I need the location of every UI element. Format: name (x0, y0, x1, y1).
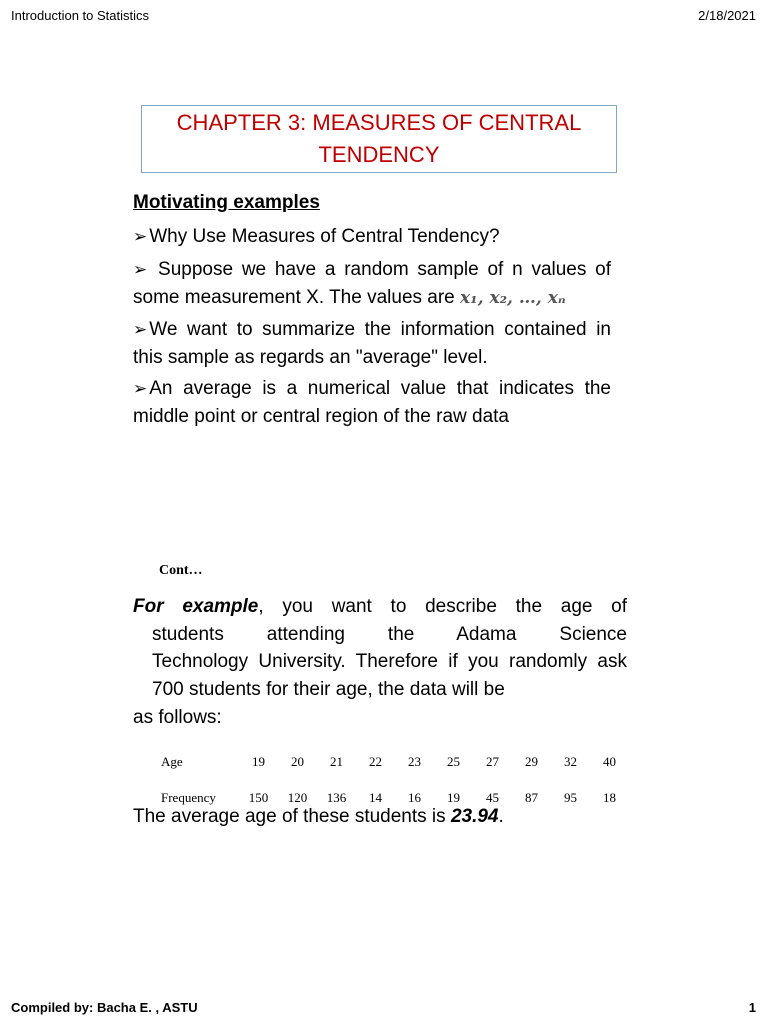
age-cell: 19 (252, 754, 265, 769)
bullet-arrow-icon: ➢ (133, 227, 148, 246)
row-label-frequency: Frequency (161, 790, 216, 805)
age-cell: 20 (291, 754, 304, 769)
chapter-title-box (141, 105, 617, 173)
frequency-cell: 136 (326, 790, 347, 805)
bullet-item (133, 375, 611, 431)
table-row (155, 744, 629, 780)
as-follows-text: as follows: (133, 707, 222, 728)
example-label: For example (133, 596, 259, 617)
bullet-arrow-icon: ➢ (133, 320, 148, 339)
age-cell: 32 (564, 754, 577, 769)
example-text: , you want to describe the age of (258, 596, 628, 617)
frequency-cell: 120 (287, 790, 308, 805)
motivating-heading: Motivating examples (133, 192, 320, 213)
age-cell: 25 (447, 754, 460, 769)
frequency-cell: 95 (564, 790, 577, 805)
frequency-cell: 14 (369, 790, 382, 805)
header-course-title: Introduction to Statistics (11, 8, 150, 23)
header-date: 2/18/2021 (698, 8, 756, 23)
chapter-title: CHAPTER 3: MEASURES OF CENTRAL TENDENCY (176, 110, 582, 167)
age-cell: 22 (369, 754, 382, 769)
bullet-text: An average is a numerical value that indicates the middle point or central region of the raw data (133, 378, 611, 427)
frequency-cell: 16 (408, 790, 421, 805)
bullet-item (133, 316, 611, 372)
bullet-text: Why Use Measures of Central Tendency? (149, 226, 500, 247)
example-paragraph (133, 593, 627, 703)
example-line: Technology University. Therefore if you randomly ask 700 students for their age, the data will be (152, 651, 627, 700)
example-line: students attending the Adama Science (152, 623, 627, 645)
age-cell: 29 (525, 754, 538, 769)
average-end: . (498, 806, 504, 827)
frequency-cell: 45 (486, 790, 499, 805)
sample-values-formula: x₁, x₂, …, xₙ (460, 288, 566, 308)
footer-compiled-by: Compiled by: Bacha E. , ASTU (11, 1000, 198, 1015)
bullet-text: We want to summarize the information contained in this sample as regards an "average" level. (133, 319, 611, 368)
row-label-age: Age (161, 754, 183, 769)
bullet-item (133, 223, 611, 251)
frequency-cell: 18 (603, 790, 616, 805)
bullet-arrow-icon: ➢ (133, 260, 148, 279)
example-line (133, 593, 627, 621)
continued-label: Cont… (159, 563, 203, 578)
frequency-cell: 19 (447, 790, 460, 805)
age-cell: 40 (603, 754, 616, 769)
bullet-text: Suppose we have a random sample of n values of some measurement X. The values are (133, 259, 611, 308)
bullet-arrow-icon: ➢ (133, 379, 148, 398)
average-value: 23.94 (450, 806, 499, 827)
age-cell: 21 (330, 754, 343, 769)
average-age-statement (133, 806, 504, 828)
bullet-item (133, 256, 611, 312)
average-text: The average age of these students is (133, 806, 451, 827)
age-cell: 23 (408, 754, 421, 769)
age-cell: 27 (486, 754, 499, 769)
frequency-cell: 87 (525, 790, 538, 805)
frequency-cell: 150 (248, 790, 269, 805)
footer-page-number: 1 (748, 1000, 756, 1015)
